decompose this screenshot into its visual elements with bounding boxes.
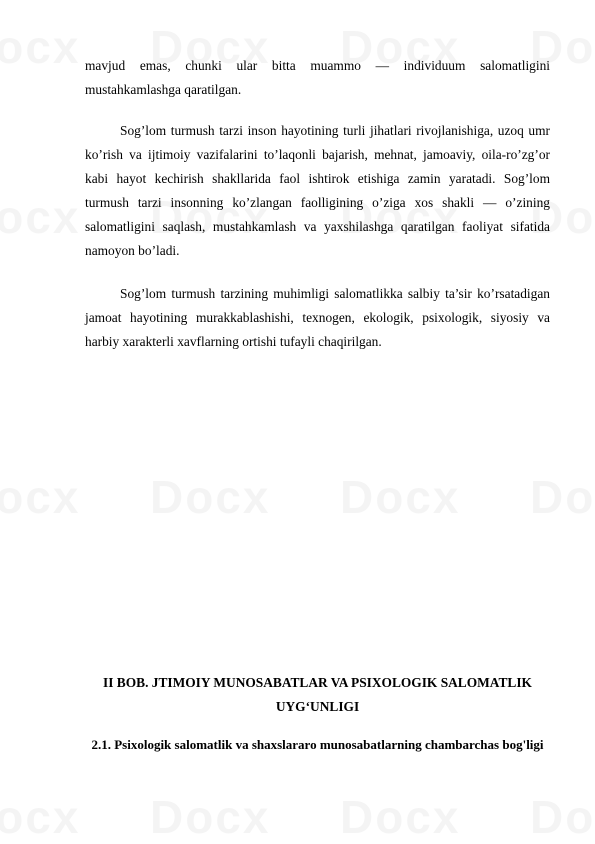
watermark: [0, 790, 80, 844]
paragraph-healthy-lifestyle: Sog’lom turmush tarzi inson hayotining turli jihatlari rivojlanishiga, uzoq umr ko’rish va ijtimoiy vazifalarini to’laqonli bajarish, mehnat, jamoaviy, oila-ro’zg’or kabi hayot kechirish shakllarida faol ishtirok etishiga zamin yaratadi. Sog’lom turmush tarzi insonning ko’zlangan faolligining o’ziga xos shakli — o’zining salomatligini saqlash, mustahkamlash va yaxshilashga qaratilgan faoliyat sifatida namoyon bo’ladi.: [85, 123, 550, 258]
watermark: [150, 470, 270, 524]
watermark: [0, 20, 80, 74]
watermark: [340, 470, 460, 524]
watermark: [150, 790, 270, 844]
watermark: [0, 190, 80, 244]
paragraph-importance: Sog’lom turmush tarzining muhimligi salomatlikka salbiy ta’sir ko’rsatadigan jamoat hayotining murakkablashishi, texnogen, ekologik, psixologik, siyosiy va harbiy xarakterli xavflarning ortishi tufayli chaqirilgan.: [85, 286, 550, 349]
watermark: [530, 470, 595, 524]
watermark: [530, 790, 595, 844]
chapter-heading: II BOB. JTIMOIY MUNOSABATLAR VA PSIXOLOGIK SALOMATLIK UYG‘UNLIGI: [103, 675, 532, 714]
section-heading: 2.1. Psixologik salomatlik va shaxslararo munosabatlarning chambarchas bog'ligi: [91, 737, 544, 752]
watermark: [340, 790, 460, 844]
watermark: [0, 470, 80, 524]
paragraph-continuation: mavjud emas, chunki ular bitta muammo — individuum salomatligini mustahkamlashga qaratilgan.: [85, 58, 550, 97]
